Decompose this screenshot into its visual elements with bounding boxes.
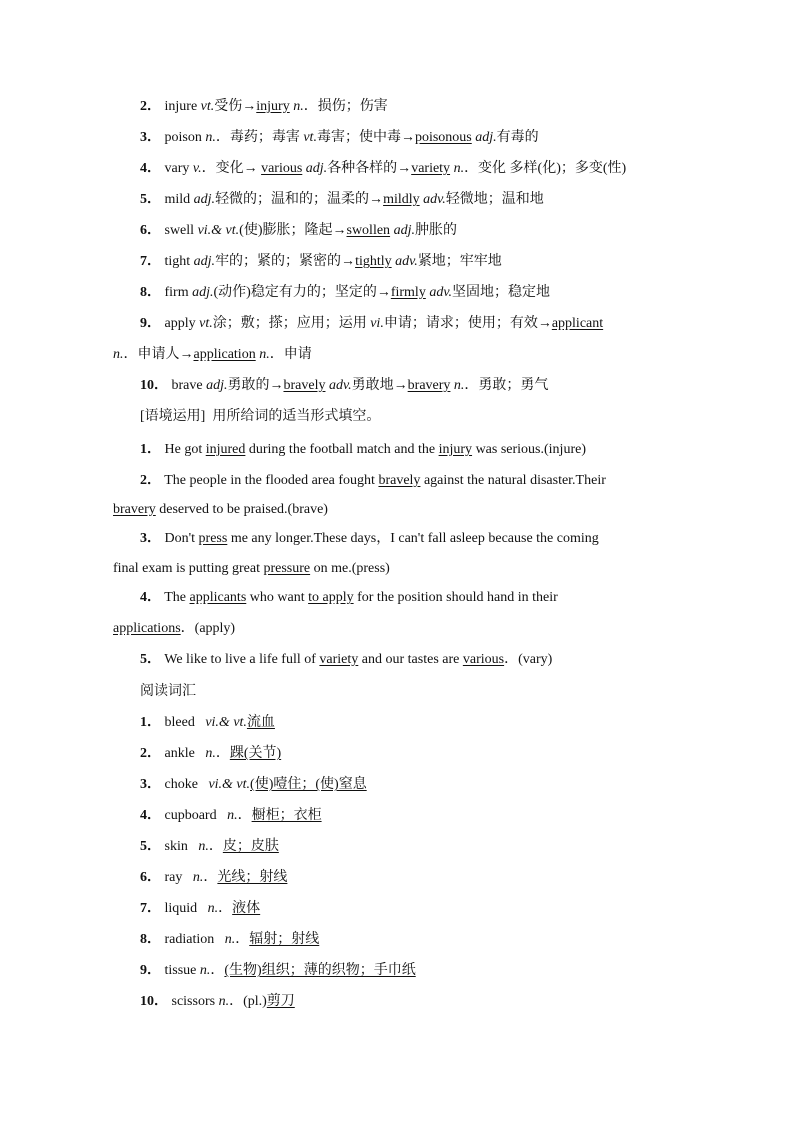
word-entry: 4． vary v.．变化→ various adj.各种各样的→variety n.．变化 多样(化)；多变(性) (140, 161, 627, 176)
word-entry-continued: n.．申请人→application n.．申请 (113, 347, 312, 362)
word-entry: 5． mild adj.轻微的；温和的；温柔的→mildly adv.轻微地；温和地 (140, 192, 544, 207)
reading-item: 4． cupboard n.．橱柜；衣柜 (140, 808, 322, 823)
word-entry: 6． swell vi.& vt.(使)膨胀；隆起→swollen adj.肿胀的 (140, 223, 457, 238)
word-entry: 9． apply vt.涂；敷；搽；应用；运用 vi.申请；请求；使用；有效→applicant (140, 316, 604, 331)
reading-item: 6． ray n.．光线；射线 (140, 870, 288, 885)
reading-item: 8． radiation n.．辐射；射线 (140, 932, 320, 947)
word-entry: 7． tight adj.牢的；紧的；紧密的→tightly adv.紧地；牢牢地 (140, 254, 502, 269)
exercise-sentence-continued: final exam is putting great pressure on me.(press) (113, 561, 390, 576)
exercise-sentence: 2． The people in the flooded area fought bravely against the natural disaster.Their (140, 473, 606, 488)
word-entry: 8． firm adj.(动作)稳定有力的；坚定的→firmly adv.坚固地；稳定地 (140, 285, 551, 300)
reading-item: 5． skin n.．皮；皮肤 (140, 839, 279, 854)
reading-item: 2． ankle n.．踝(关节) (140, 746, 282, 761)
section-heading-context: [语境运用] 用所给词的适当形式填空。 (140, 409, 381, 424)
word-entry: 2． injure vt.受伤→injury n.．损伤；伤害 (140, 99, 388, 114)
exercise-sentence: 3． Don't press me any longer.These days，I can't fall asleep because the coming (140, 531, 599, 546)
exercise-sentence-continued: applications．(apply) (113, 621, 236, 636)
word-entry: 10． brave adj.勇敢的→bravely adv.勇敢地→bravery n.．勇敢；勇气 (140, 378, 549, 393)
reading-item: 1． bleed vi.& vt.流血 (140, 715, 275, 730)
word-entry: 3． poison n.．毒药；毒害 vt.毒害；使中毒→poisonous adj.有毒的 (140, 130, 539, 145)
exercise-sentence: 4． The applicants who want to apply for the position should hand in their (140, 590, 558, 605)
exercise-sentence: 1． He got injured during the football match and the injury was serious.(injure) (140, 442, 586, 457)
reading-item: 10． scissors n.．(pl.)剪刀 (140, 994, 295, 1009)
exercise-sentence: 5． We like to live a life full of variety and our tastes are various．(vary) (140, 652, 553, 667)
reading-item: 3． choke vi.& vt.(使)噎住；(使)窒息 (140, 777, 367, 792)
exercise-sentence-continued: bravery deserved to be praised.(brave) (113, 502, 328, 517)
reading-item: 7． liquid n.．液体 (140, 901, 261, 916)
reading-item: 9． tissue n.．(生物)组织；薄的织物；手巾纸 (140, 963, 416, 978)
section-heading-reading: 阅读词汇 (140, 684, 196, 699)
